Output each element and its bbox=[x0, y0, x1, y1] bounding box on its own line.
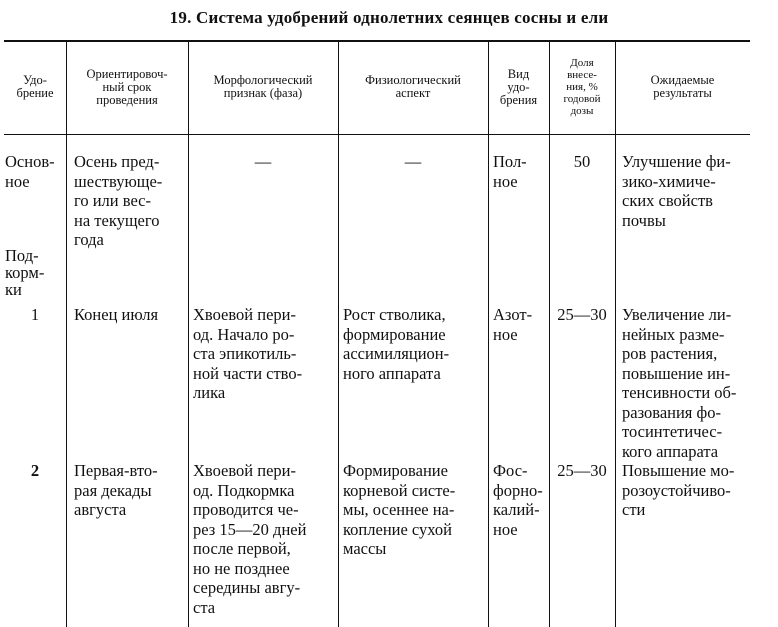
cell-type: Азот- ное bbox=[493, 305, 533, 344]
cell-morphology: Хвоевой пери- од. Начало ро- ста эпикотиль- ной части ство- лика bbox=[193, 305, 303, 402]
section-label-top-dressing: Под- корм- ки bbox=[5, 246, 45, 299]
cell-physiology: Рост стволика, формирование ассимиляцион- ного аппарата bbox=[343, 305, 450, 383]
column-header-share: Доля внесе- ния, % годовой дозы bbox=[563, 57, 601, 117]
column-header-timing: Ориентировоч- ный срок проведения bbox=[86, 66, 168, 107]
cell-morphology: Хвоевой пери- од. Подкормка проводится че- рез 15—20 дней после первой, но не позднее середины авгу- ста bbox=[193, 461, 307, 617]
cell-type: Фос- форно- калий- ное bbox=[493, 461, 543, 539]
cell-timing: Конец июля bbox=[74, 305, 159, 324]
cell-fertilization: 1 bbox=[30, 305, 40, 324]
header-rule bbox=[4, 134, 750, 135]
top-rule bbox=[4, 40, 750, 42]
column-header-fertilization: Удо- брение bbox=[16, 73, 54, 100]
cell-timing: Первая-вто- рая декады августа bbox=[74, 461, 158, 519]
cell-fertilization: 2 bbox=[30, 461, 40, 480]
cell-type: Пол- ное bbox=[493, 152, 527, 191]
cell-morphology: — bbox=[254, 152, 272, 171]
cell-fertilization: Основ- ное bbox=[5, 152, 55, 191]
cell-results: Повышение мо- розоустойчиво- сти bbox=[622, 461, 735, 519]
cell-results: Увеличение ли- нейных разме- ров растения, повышение ин- тенсивности об- разования фо- тосинтетичес- кого аппарата bbox=[622, 305, 737, 461]
cell-share: 25—30 bbox=[557, 461, 607, 480]
column-header-physiology: Физиологический аспект bbox=[365, 73, 461, 100]
table-title: 19. Система удобрений однолетних сеянцев сосны и ели bbox=[169, 8, 609, 27]
column-header-morphology: Морфологический признак (фаза) bbox=[213, 73, 313, 100]
cell-results: Улучшение фи- зико-химиче- ских свойств почвы bbox=[622, 152, 731, 230]
cell-timing: Осень пред- шествующе- го или вес- на текущего года bbox=[74, 152, 163, 249]
cell-physiology: Формирование корневой систе- мы, осеннее на- копление сухой массы bbox=[343, 461, 456, 558]
cell-share: 25—30 bbox=[557, 305, 607, 324]
cell-share: 50 bbox=[573, 152, 591, 171]
cell-physiology: — bbox=[404, 152, 422, 171]
column-header-type: Вид удо- брения bbox=[499, 66, 538, 107]
column-header-results: Ожидаемые результаты bbox=[650, 73, 715, 100]
